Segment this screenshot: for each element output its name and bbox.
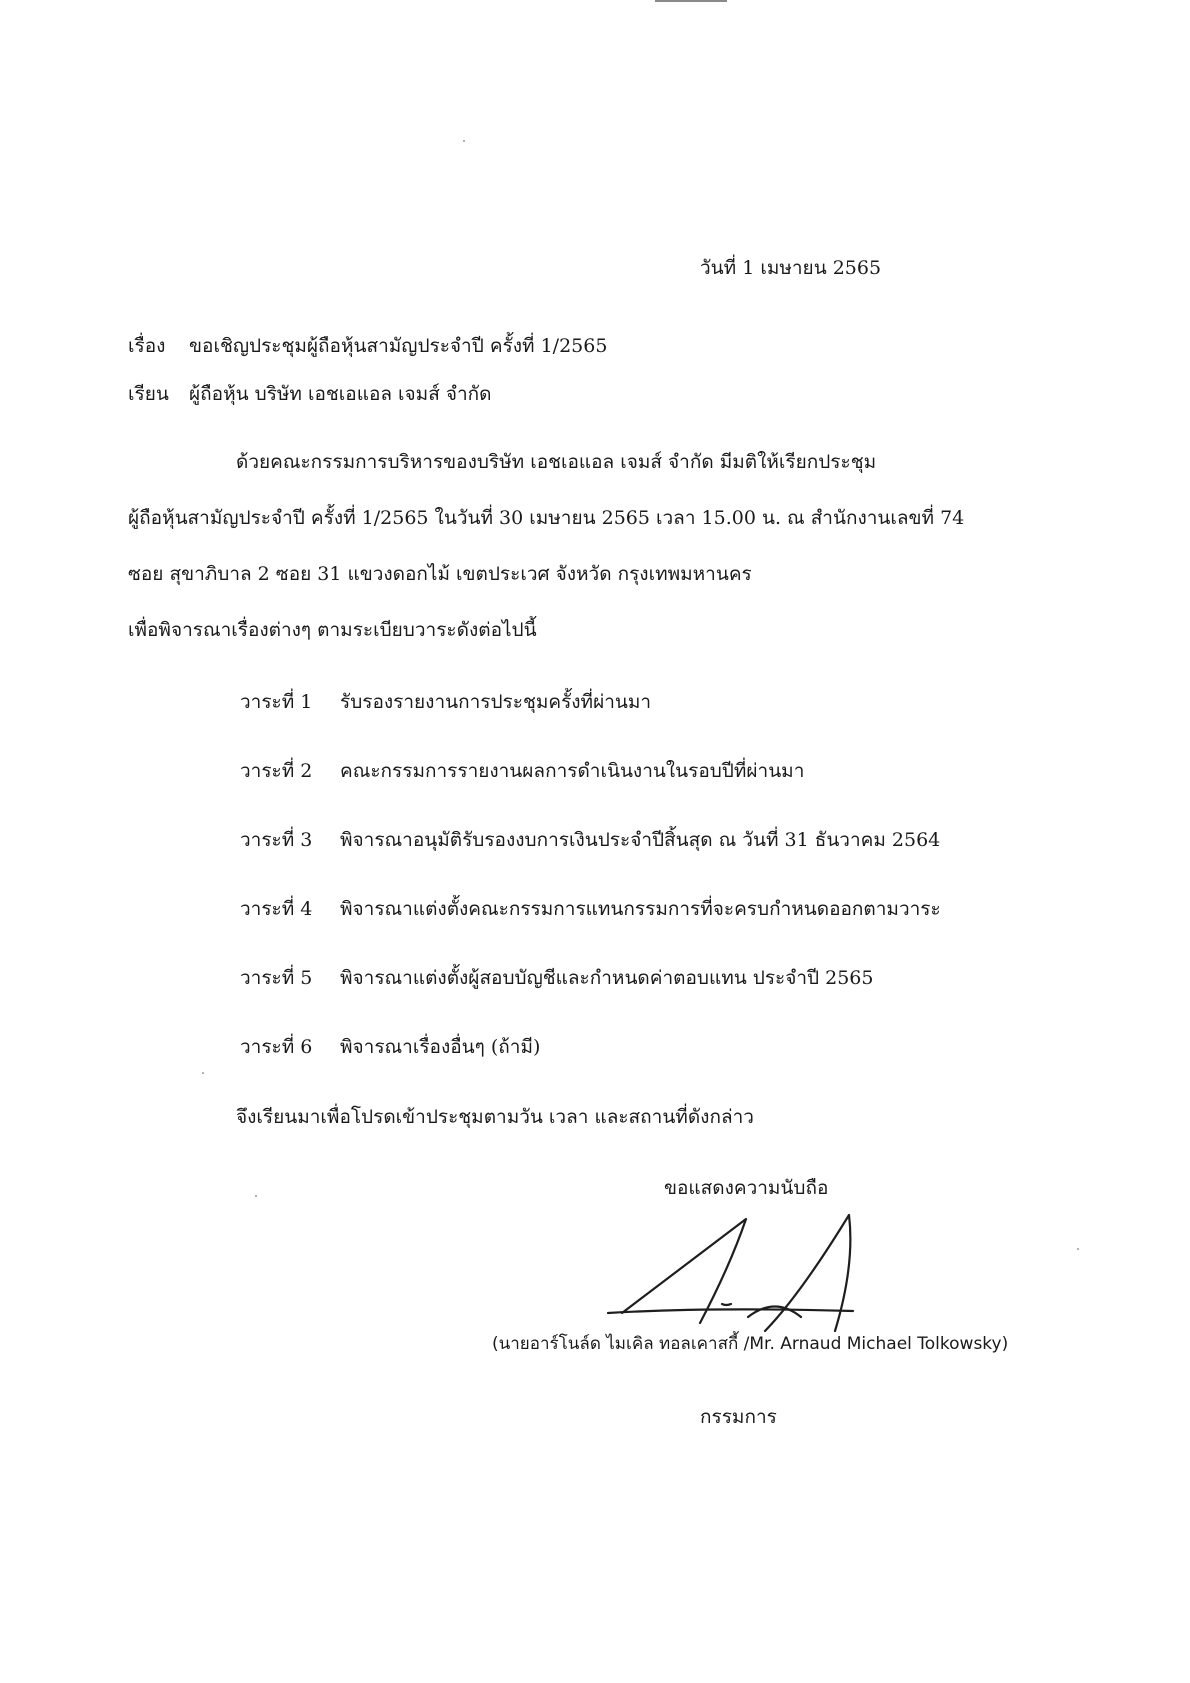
body-line: ผู้ถือหุ้นสามัญประจำปี ครั้งที่ 1/2565 ในวันที่ 30 เมษายน 2565 เวลา 15.00 น. ณ สำนักงานเลขที่ 74 [128, 507, 965, 529]
body-line: ด้วยคณะกรรมการบริหารของบริษัท เอชเอแอล เจมส์ จำกัด มีมติให้เรียกประชุม [236, 451, 877, 473]
agenda-number: วาระที่ 2 [240, 760, 313, 782]
body-line: ซอย สุขาภิบาล 2 ซอย 31 แขวงดอกไม้ เขตประเวศ จังหวัด กรุงเทพมหานคร [128, 563, 752, 585]
signer-position: กรรมการ [700, 1406, 777, 1428]
agenda-number: วาระที่ 5 [240, 967, 313, 989]
scan-speck [463, 140, 465, 142]
agenda-text: พิจารณาอนุมัติรับรองงบการเงินประจำปีสิ้นสุด ณ วันที่ 31 ธันวาคม 2564 [340, 829, 941, 851]
scan-speck [1077, 1248, 1079, 1250]
recipient-label: เรียน [128, 383, 169, 405]
handwritten-signature [600, 1210, 900, 1345]
agenda-number: วาระที่ 6 [240, 1036, 313, 1058]
recipient-text: ผู้ถือหุ้น บริษัท เอชเอแอล เจมส์ จำกัด [189, 383, 492, 405]
agenda-text: รับรองรายงานการประชุมครั้งที่ผ่านมา [340, 691, 652, 713]
scan-speck [202, 1072, 204, 1074]
agenda-item [240, 897, 1000, 966]
agenda-text: คณะกรรมการรายงานผลการดำเนินงานในรอบปีที่ผ่านมา [340, 760, 805, 782]
body-line: เพื่อพิจารณาเรื่องต่างๆ ตามระเบียบวาระดังต่อไปนี้ [128, 619, 537, 641]
agenda-item [240, 690, 1000, 759]
subject-line [128, 334, 607, 358]
agenda-number: วาระที่ 1 [240, 691, 313, 713]
signer-name: (นายอาร์โนล์ด ไมเคิล ทอลเคาสกี้ /Mr. Arnaud Michael Tolkowsky) [492, 1334, 1009, 1354]
closing-line: จึงเรียนมาเพื่อโปรดเข้าประชุมตามวัน เวลา และสถานที่ดังกล่าว [236, 1106, 754, 1128]
agenda-text: พิจารณาแต่งตั้งผู้สอบบัญชีและกำหนดค่าตอบแทน ประจำปี 2565 [340, 967, 874, 989]
agenda-text: พิจารณาแต่งตั้งคณะกรรมการแทนกรรมการที่จะครบกำหนดออกตามวาระ [340, 898, 941, 920]
recipient-line [128, 382, 491, 406]
agenda-list [240, 690, 1000, 1104]
agenda-item [240, 759, 1000, 828]
agenda-item [240, 828, 1000, 897]
scan-speck [255, 1195, 257, 1197]
agenda-item [240, 966, 1000, 1035]
subject-label: เรื่อง [128, 335, 166, 357]
agenda-number: วาระที่ 4 [240, 898, 313, 920]
agenda-number: วาระที่ 3 [240, 829, 313, 851]
subject-text: ขอเชิญประชุมผู้ถือหุ้นสามัญประจำปี ครั้งที่ 1/2565 [189, 335, 608, 357]
scan-mark [655, 0, 727, 2]
agenda-item [240, 1035, 1000, 1104]
regards-line: ขอแสดงความนับถือ [664, 1177, 829, 1199]
letter-date: วันที่ 1 เมษายน 2565 [700, 257, 882, 279]
agenda-text: พิจารณาเรื่องอื่นๆ (ถ้ามี) [340, 1036, 541, 1058]
